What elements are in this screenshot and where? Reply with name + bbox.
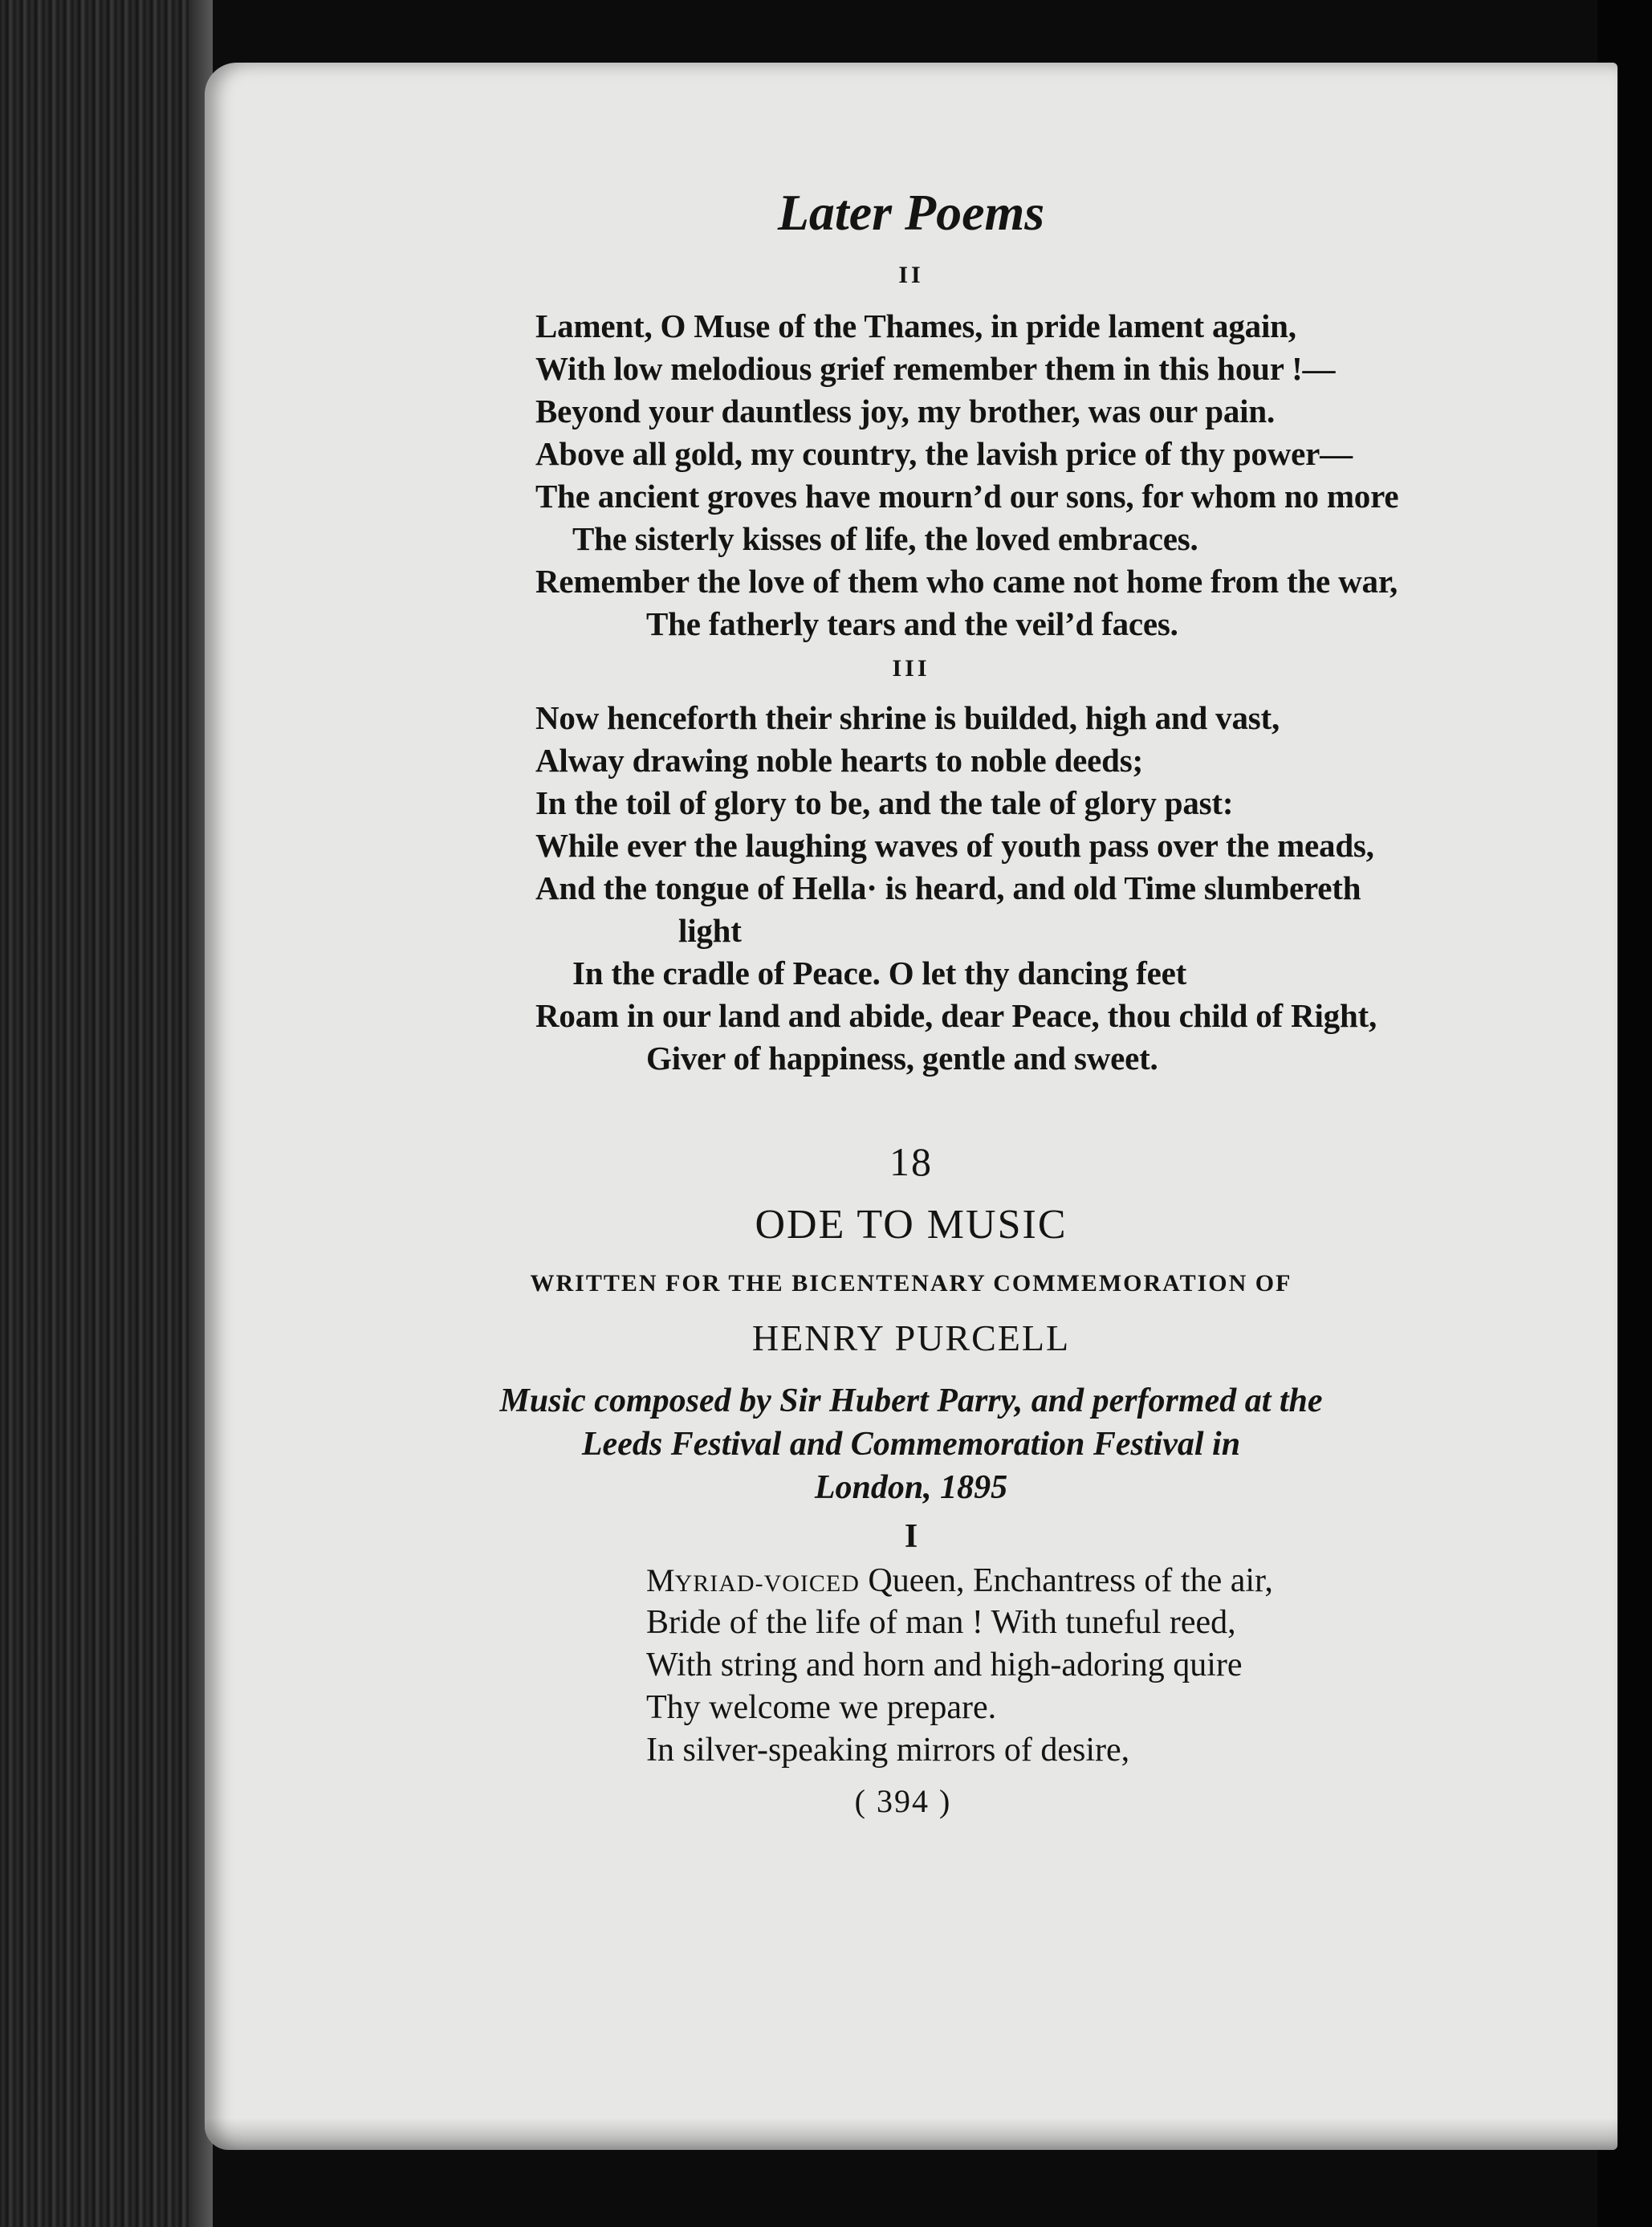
stanza-numeral: I [904,1518,918,1555]
small-caps-word: YRIAD-VOICED [674,1570,860,1597]
verse-line: Above all gold, my country, the lavish price of thy power— [535,435,1353,472]
composer-note: London, 1895 [814,1469,1008,1506]
verse-line: In the cradle of Peace. O let thy dancing feet [572,955,1187,991]
verse-line: Lament, O Muse of the Thames, in pride lament again, [535,307,1296,344]
composer-note: Music composed by Sir Hubert Parry, and performed at the [499,1382,1323,1419]
verse-line: Roam in our land and abide, dear Peace, thou child of Right, [535,997,1377,1034]
verse-line: In the toil of glory to be, and the tale of glory past: [535,784,1234,821]
poem-number: 18 [889,1139,933,1184]
verse-line: With low melodious grief remember them in this hour !— [535,350,1336,387]
verse-line: Alway drawing noble hearts to noble deeds; [535,742,1143,779]
section-numeral-iii: III [892,655,930,682]
verse-line: And the tongue of Hella· is heard, and old Time slumbereth [535,869,1361,906]
verse-line [646,1559,1273,1605]
verse-line: Bride of the life of man ! With tuneful reed, [646,1604,1236,1641]
section-numeral-ii: II [898,262,924,288]
verse-line: Now henceforth their shrine is builded, high and vast, [535,699,1280,736]
verse-line: Giver of happiness, gentle and sweet. [646,1040,1158,1077]
verse-line: Remember the love of them who came not home from the war, [535,563,1398,600]
small-caps-initial: M [646,1562,675,1598]
composer-note: Leeds Festival and Commemoration Festival in [581,1426,1241,1463]
verse-line-rest: Queen, Enchantress of the air, [859,1562,1273,1599]
verse-line: With string and horn and high-adoring quire [646,1647,1243,1683]
page-number: ( 394 ) [854,1783,952,1819]
verse-line: While ever the laughing waves of youth pass over the meads, [535,827,1374,864]
poem-title: ODE TO MUSIC [755,1202,1068,1248]
verse-line: light [678,912,742,949]
book-edge-left [0,0,213,2227]
verse-line: Thy welcome we prepare. [646,1689,997,1726]
book-page [205,63,1617,2150]
poem-subtitle: WRITTEN FOR THE BICENTENARY COMMEMORATION OF [530,1270,1292,1297]
verse-line: The sisterly kisses of life, the loved embraces. [572,520,1198,557]
verse-line: In silver-speaking mirrors of desire, [646,1732,1130,1769]
verse-line: The fatherly tears and the veil’d faces. [646,605,1178,642]
running-head: Later Poems [777,184,1045,241]
poem-dedicatee: HENRY PURCELL [751,1317,1071,1358]
verse-line: Beyond your dauntless joy, my brother, was our pain. [535,393,1276,430]
verse-line: The ancient groves have mourn’d our sons, for whom no more [535,478,1399,515]
